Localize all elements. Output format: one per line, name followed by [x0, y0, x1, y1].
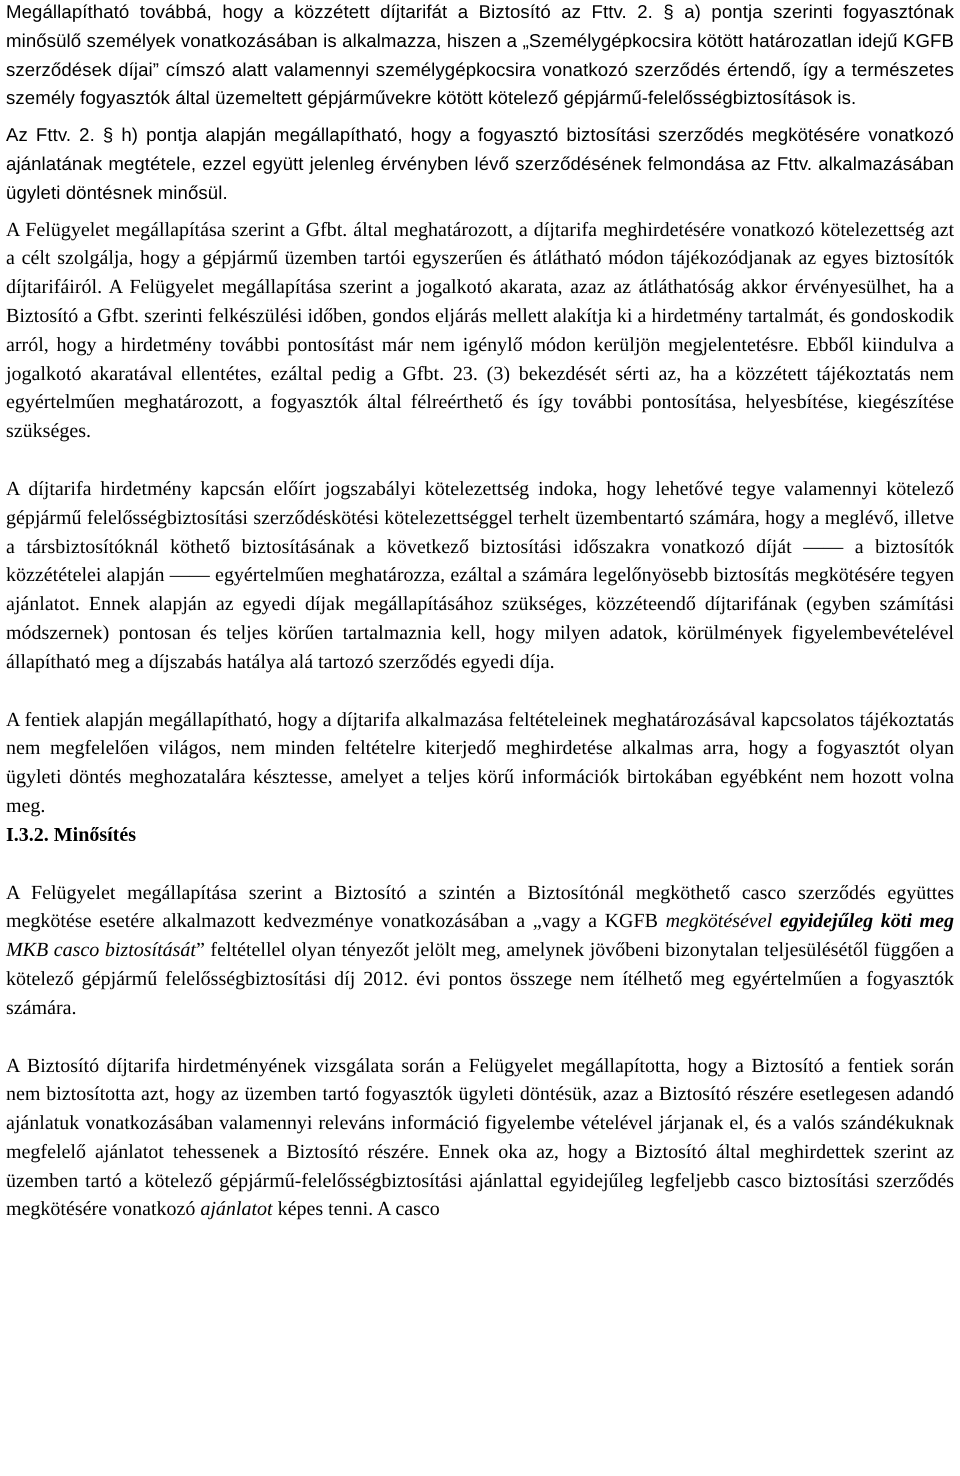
minosites-space-1	[772, 910, 780, 932]
paragraph-fogyaszto: Megállapítható továbbá, hogy a közzétett díjtarifát a Biztosító az Fttv. 2. § a) pontja szerinti fogyasztónak minősülő személyek vonatkozásában is alkalmazza, hiszen a „Személygépkocsira kötött határozatlan idejű KGFB szerződések díjai” címszó alatt valamennyi személygépkocsira vonatkozó szerződés értendő, így a természetes személy fogyasztók által üzemeltett gépjárművekre kötött kötelező gépjármű-felelősségbiztosítások is.	[6, 1, 954, 109]
paragraph-minosites	[6, 879, 954, 1023]
vizsgalat-text-2: képes tenni. A casco	[272, 1198, 440, 1221]
document-page	[6, 0, 954, 1224]
paragraph-ugyleti-dontes: Az Fttv. 2. § h) pontja alapján megállapítható, hogy a fogyasztó biztosítási szerződés megkötésére vonatkozó ajánlatának megtétele, ezzel együtt jelenleg érvényben lévő szerződésének felmondása az Fttv. alkalmazásában ügyleti döntésnek minősül.	[6, 124, 954, 203]
vizsgalat-italic: ajánlatot	[200, 1198, 273, 1221]
minosites-text-1: A Felügyelet megállapítása szerint a Biztosító a szintén a Biztosítónál megköthető casco szerződés együttes megkötése esetére alkalmazott kedvezménye vonatkozásában a „vagy a KGFB	[6, 881, 954, 933]
paragraph-dijtarifa-indoka: A díjtarifa hirdetmény kapcsán előírt jogszabályi kötelezettség indoka, hogy lehetővé tegye valamennyi kötelező gépjármű felelősségbiztosítási szerződéskötési kötelezettséggel terhelt üzembentartó számára, hogy a meglévő, illetve a társbiztosítóknál köthető biztosításának a következő biztosítási időszakra vonatkozó díját —— a biztosítók közzétételei alapján —— egyértelműen meghatározza, ezáltal a számára legelőnyösebb biztosítás megkötésére tegyen ajánlatot. Ennek alapján az egyedi díjak megállapításához szükséges, közzéteendő díjtarifának (egyben számítási módszernek) pontosan és teljes körűen tartalmaznia kell, hogy milyen adatok, körülmények figyelembevételével állapítható meg a díjszabás hatálya alá tartozó szerződés egyedi díja.	[6, 477, 954, 673]
vizsgalat-text-1: A Biztosító díjtarifa hirdetményének vizsgálata során a Felügyelet megállapította, hogy a Biztosító a fentiek során nem biztosította azt, hogy az üzemben tartó fogyasztók ügyleti döntésük, azaz a Biztosító részére esetlegesen adandó ajánlatuk vonatkozásában valamennyi releváns információ figyelembe vételével járjanak el, és a valós szándékuknak megfelelő ajánlatot tehessenek a Biztosító részére. Ennek oka az, hogy a Biztosító által meghirdettek szerint az üzemben tartó a kötelező gépjármű-felelősségbiztosítási ajánlattal egyidejűleg legfeljebb casco biztosítási szerződés megkötésére vonatkozó	[6, 1054, 954, 1221]
minosites-bold-italic: egyidejűleg köti meg	[779, 910, 954, 933]
paragraph-vizsgalat	[6, 1052, 954, 1225]
minosites-italic-2: MKB casco biztosítását	[6, 939, 196, 962]
paragraph-atlathatosag: A Felügyelet megállapítása szerint a Gfbt. által meghatározott, a díjtarifa meghirdetésére vonatkozó kötelezettség azt a célt szolgálja, hogy a gépjármű üzemben tartói egyszerűen és átlátható módon tájékozódjanak az egyes biztosítók díjtarifáiról. A Felügyelet megállapítása szerint a jogalkotó akarata, azaz az átláthatóság akkor érvényesülhet, ha a Biztosító a Gfbt. szerinti felkészülési időben, gondos eljárás mellett alakítja ki a hirdetmény tartalmát, és gondoskodik arról, hogy a hirdetmény további pontosítást már nem igénylő módon kerüljön megjelentetésre. Ebből kiindulva a jogalkotó akaratával ellentétes, ezáltal pedig a Gfbt. 23. (3) bekezdését sérti az, ha a közzétett tájékoztatás nem egyértelműen meghatározott, a fogyasztók által félreérthető és így további pontosítása, helyesbítése, kiegészítése szükséges.	[6, 218, 954, 443]
minosites-text-2: ” feltétellel olyan tényezőt jelölt meg, amelynek jövőbeni bizonytalan teljesülésétől függően a kötelező gépjármű felelősségbiztosítási díj 2012. évi pontos összege nem ítélhető meg egyértelműen a fogyasztók számára.	[6, 939, 955, 1019]
section-heading: I.3.2. Minősítés	[6, 823, 136, 846]
paragraph-kovetkeztetes: A fentiek alapján megállapítható, hogy a díjtarifa alkalmazása feltételeinek meghatározásával kapcsolatos tájékoztatás nem megfelelően világos, nem minden feltételre kiterjedő meghirdetése alkalmas arra, hogy a fogyasztót olyan ügyleti döntés meghozatalára késztesse, amelyet a teljes körű információk birtokában egyébként nem hozott volna meg.	[6, 708, 954, 817]
minosites-italic-1: megkötésével	[665, 910, 773, 933]
